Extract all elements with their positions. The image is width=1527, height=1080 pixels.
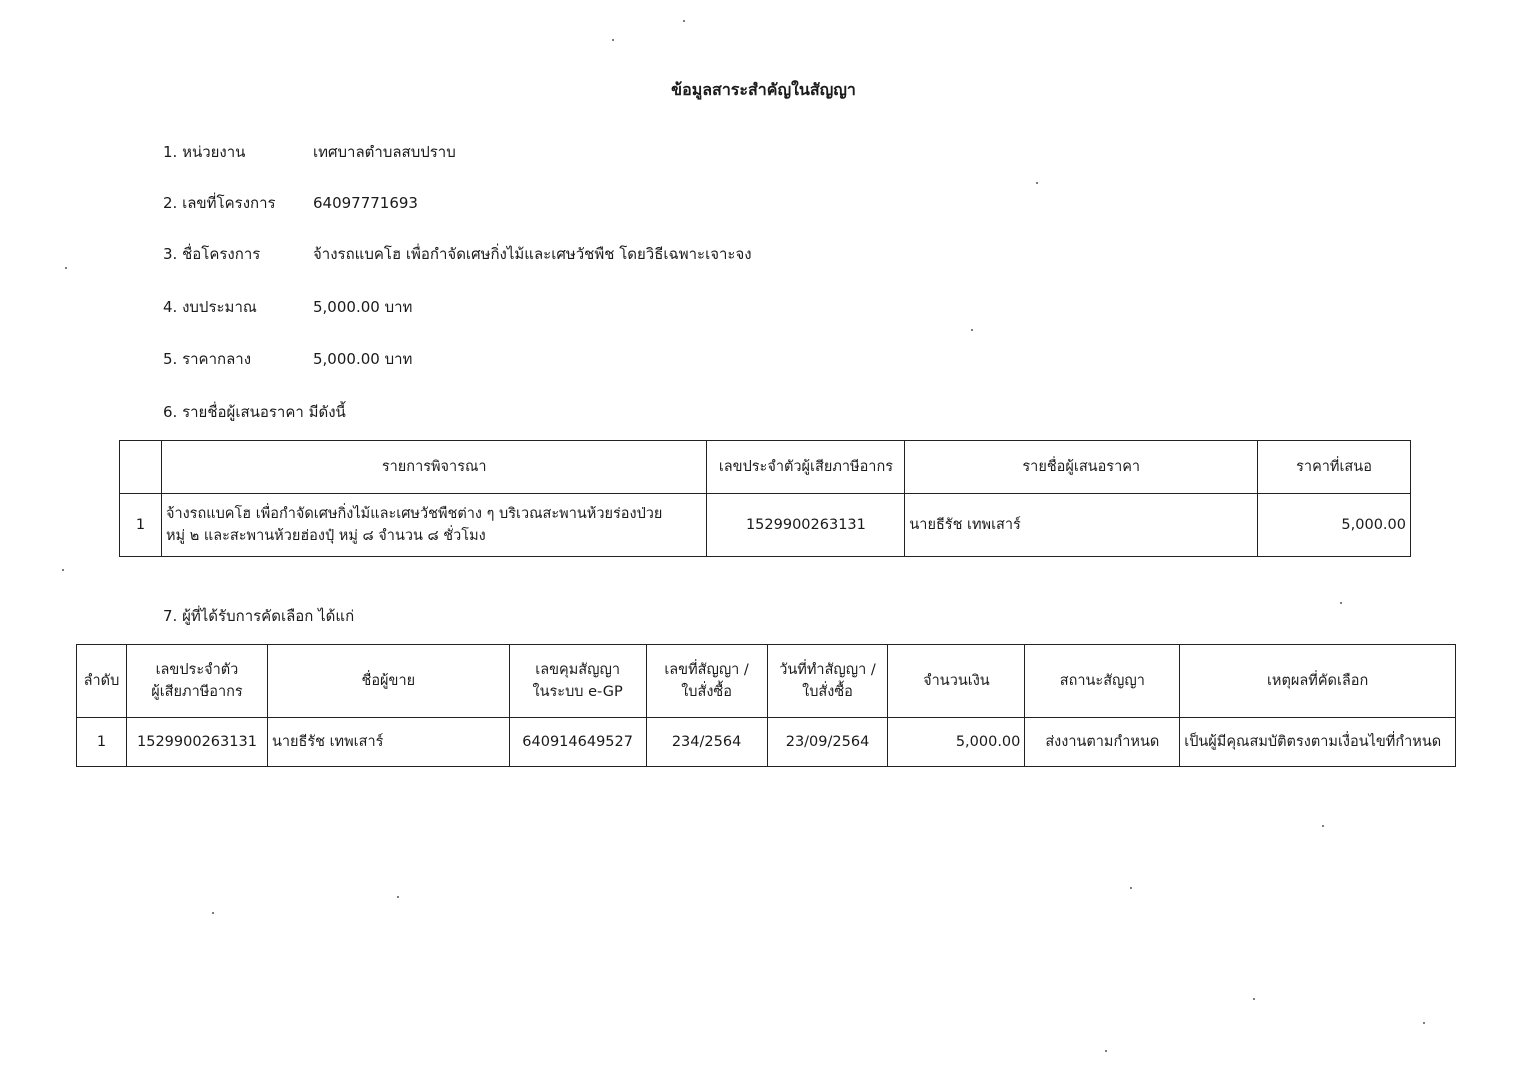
- amount: 5,000.00: [888, 718, 1025, 767]
- table-header: สถานะสัญญา: [1025, 645, 1180, 718]
- row-number: 1: [120, 494, 162, 557]
- scan-speck: [1105, 1050, 1107, 1052]
- contract-status: ส่งงานตามกำหนด: [1025, 718, 1180, 767]
- consideration-item: [161, 494, 707, 557]
- scan-speck: [212, 912, 214, 914]
- field-value: เทศบาลตำบลสบปราบ: [313, 143, 456, 161]
- offered-price: 5,000.00: [1258, 494, 1411, 557]
- contract-date: 23/09/2564: [767, 718, 888, 767]
- scan-speck: [1036, 182, 1038, 184]
- table-header: รายการพิจารณา: [161, 441, 707, 494]
- egp-control-number: 640914649527: [509, 718, 646, 767]
- scan-speck: [971, 329, 973, 331]
- field-project-name: [163, 243, 752, 265]
- table-header-row: [120, 441, 1411, 494]
- table-header: ลำดับ: [77, 645, 127, 718]
- field-agency: [163, 141, 456, 163]
- table-header: วันที่ทำสัญญา / ใบสั่งซื้อ: [767, 645, 888, 718]
- table-header: ชื่อผู้ขาย: [267, 645, 509, 718]
- scan-speck: [397, 896, 399, 898]
- field-label: 3. ชื่อโครงการ: [163, 245, 261, 263]
- table-header: เลขคุมสัญญา ในระบบ e-GP: [509, 645, 646, 718]
- table-header: เหตุผลที่คัดเลือก: [1180, 645, 1456, 718]
- scan-speck: [1253, 998, 1255, 1000]
- field-budget: [163, 296, 412, 318]
- table-header: เลขประจำตัว ผู้เสียภาษีอากร: [126, 645, 267, 718]
- contract-number: 234/2564: [646, 718, 767, 767]
- field-label: 4. งบประมาณ: [163, 298, 257, 316]
- document-title: ข้อมูลสาระสำคัญในสัญญา: [671, 80, 856, 99]
- table-row: [77, 718, 1456, 767]
- selected-vendor-table: [76, 644, 1456, 767]
- scan-speck: [65, 267, 67, 269]
- scan-speck: [1423, 1022, 1425, 1024]
- field-label: 5. ราคากลาง: [163, 350, 252, 368]
- item-line: จ้างรถแบคโฮ เพื่อกำจัดเศษกิ่งไม้และเศษวัชพืชต่าง ๆ บริเวณสะพานห้วยร่องป่วย: [165, 506, 663, 522]
- scan-speck: [62, 569, 64, 571]
- field-label: 1. หน่วยงาน: [163, 143, 246, 161]
- table-header: จำนวนเงิน: [888, 645, 1025, 718]
- field-reference-price: [163, 348, 412, 370]
- tax-id: 1529900263131: [707, 494, 905, 557]
- row-number: 1: [77, 718, 127, 767]
- scan-speck: [683, 20, 685, 22]
- item-line: หมู่ ๒ และสะพานห้วยฮ่องปุ๋ หมู่ ๘ จำนวน ๘ ชั่วโมง: [165, 528, 486, 544]
- selection-reason: เป็นผู้มีคุณสมบัติตรงตามเงื่อนไขที่กำหนด: [1180, 718, 1456, 767]
- table-header: เลขที่สัญญา / ใบสั่งซื้อ: [646, 645, 767, 718]
- section7-heading: 7. ผู้ที่ได้รับการคัดเลือก ได้แก่: [163, 607, 355, 625]
- scan-speck: [1322, 825, 1324, 827]
- table-row: [120, 494, 1411, 557]
- table-header: เลขประจำตัวผู้เสียภาษีอากร: [707, 441, 905, 494]
- field-label: 2. เลขที่โครงการ: [163, 194, 276, 212]
- table-header: [120, 441, 162, 494]
- seller-name: นายธีรัช เทพเสาร์: [267, 718, 509, 767]
- table-header: ราคาที่เสนอ: [1258, 441, 1411, 494]
- field-value: จ้างรถแบคโฮ เพื่อกำจัดเศษกิ่งไม้และเศษวัชพืช โดยวิธีเฉพาะเจาะจง: [313, 245, 752, 263]
- scan-speck: [1340, 602, 1342, 604]
- scan-speck: [1130, 887, 1132, 889]
- bidder-name: นายธีรัช เทพเสาร์: [905, 494, 1258, 557]
- field-value: 5,000.00 บาท: [313, 350, 413, 368]
- field-project-number: [163, 192, 418, 214]
- table-header-row: [77, 645, 1456, 718]
- tax-id: 1529900263131: [126, 718, 267, 767]
- field-value: 5,000.00 บาท: [313, 298, 413, 316]
- table-header: รายชื่อผู้เสนอราคา: [905, 441, 1258, 494]
- bidders-table: [119, 440, 1411, 557]
- section6-heading: 6. รายชื่อผู้เสนอราคา มีดังนี้: [163, 403, 346, 421]
- field-value: 64097771693: [313, 194, 418, 212]
- scan-speck: [612, 39, 614, 41]
